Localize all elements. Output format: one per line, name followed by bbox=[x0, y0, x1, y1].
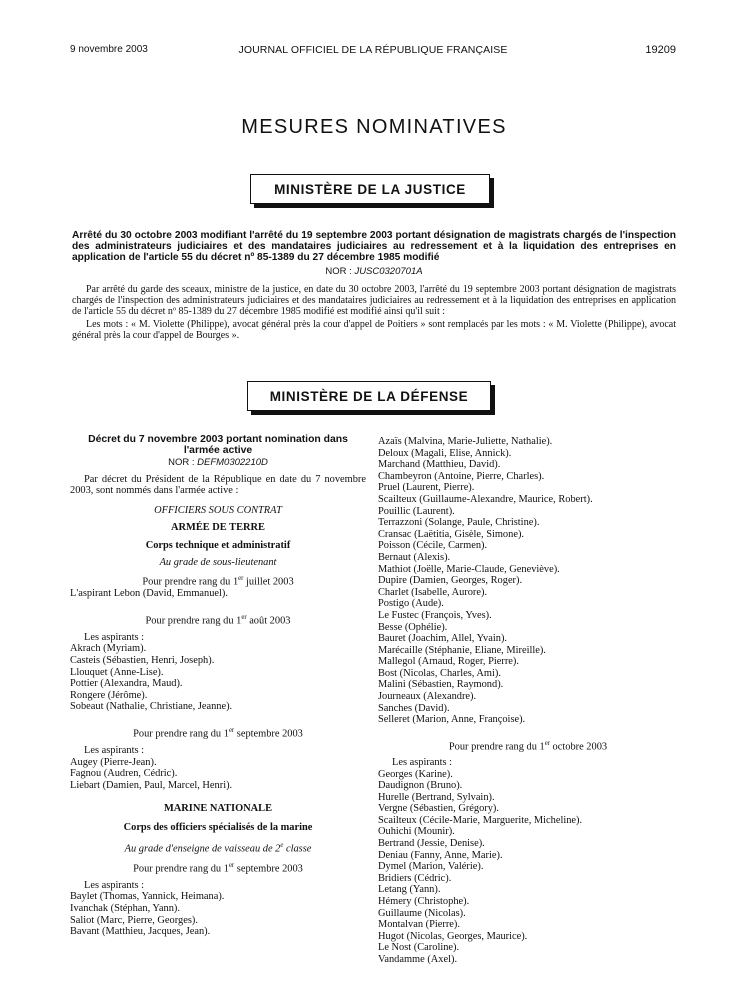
list-item: Marécaille (Stéphanie, Eliane, Mireille). bbox=[378, 644, 546, 656]
oct-list bbox=[378, 769, 678, 966]
rang-octobre: Pour prendre rang du 1er octobre 2003 bbox=[448, 739, 608, 753]
list-item: Journeaux (Alexandre). bbox=[378, 691, 477, 703]
arrete-paragraph-2: Les mots : « M. Violette (Philippe), avocat général près la cour d'appel de Poitiers » sont remplacés par les mots : « M. Violette (Philippe), avocat général près la cour d'appel de Bourges ». bbox=[72, 319, 676, 341]
list-item: Malini (Sébastien, Raymond). bbox=[378, 679, 504, 691]
section-corps-marine: Corps des officiers spécialisés de la marine bbox=[123, 822, 313, 834]
page-header bbox=[70, 44, 676, 64]
rang-septembre: Pour prendre rang du 1er septembre 2003 bbox=[133, 727, 303, 740]
nor-code: JUSC0320701A bbox=[354, 266, 423, 277]
list-item: Dymel (Marion, Valérie). bbox=[378, 861, 484, 873]
list-item: Akrach (Myriam). bbox=[70, 643, 147, 655]
list-item: Dupire (Damien, Georges, Roger). bbox=[378, 575, 523, 587]
list-item: Selleret (Marion, Anne, Françoise). bbox=[378, 714, 526, 726]
aout-list bbox=[70, 643, 366, 713]
left-column bbox=[70, 434, 366, 938]
list-item: Guillaume (Nicolas). bbox=[378, 907, 466, 919]
list-item: Vergne (Sébastien, Grégory). bbox=[378, 803, 499, 815]
list-item: Bridiers (Cédric). bbox=[378, 872, 452, 884]
list-item: Bavant (Matthieu, Jacques, Jean). bbox=[70, 926, 211, 938]
section-officiers: OFFICIERS SOUS CONTRAT bbox=[154, 504, 282, 516]
list-item: Mallegol (Arnaud, Roger, Pierre). bbox=[378, 656, 519, 668]
page-title: MESURES NOMINATIVES bbox=[241, 116, 507, 138]
list-item: Pottier (Alexandra, Maud). bbox=[70, 678, 183, 690]
list-item: Scailteux (Guillaume-Alexandre, Maurice, Robert). bbox=[378, 493, 593, 505]
list-item: Pouillic (Laurent). bbox=[378, 505, 455, 517]
list-item: Llouquet (Anne-Lise). bbox=[70, 666, 164, 678]
list-item: Le Fustec (François, Yves). bbox=[378, 609, 492, 621]
list-item: Pruel (Laurent, Pierre). bbox=[378, 482, 475, 494]
ministry-defense-heading: MINISTÈRE DE LA DÉFENSE bbox=[247, 381, 491, 411]
grade-enseigne: Au grade d'enseigne de vaisseau de 2e classe bbox=[124, 841, 312, 855]
list-item: Charlet (Isabelle, Aurore). bbox=[378, 586, 488, 598]
list-item: Augey (Pierre-Jean). bbox=[70, 756, 157, 768]
decret-title: Décret du 7 novembre 2003 portant nomination dans l'armée active bbox=[88, 434, 348, 456]
list-item: Montalvan (Pierre). bbox=[378, 919, 460, 931]
right-column bbox=[378, 436, 678, 966]
les-aspirants-label: Les aspirants : bbox=[84, 745, 145, 757]
list-item: Hémery (Christophe). bbox=[378, 896, 470, 908]
list-item: Chambeyron (Antoine, Pierre, Charles). bbox=[378, 470, 545, 482]
list-item: Besse (Ophélie). bbox=[378, 621, 448, 633]
aspirant-lebon: L'aspirant Lebon (David, Emmanuel). bbox=[70, 588, 228, 600]
list-item: Bost (Nicolas, Charles, Ami). bbox=[378, 667, 501, 679]
list-item: Saliot (Marc, Pierre, Georges). bbox=[70, 914, 198, 926]
list-item: Le Nost (Caroline). bbox=[378, 942, 460, 954]
sept-list bbox=[70, 757, 366, 792]
list-item: Marchand (Matthieu, David). bbox=[378, 459, 501, 471]
list-item: Cransac (Laëtitia, Gisèle, Simone). bbox=[378, 528, 524, 540]
section-corps-technique: Corps technique et administratif bbox=[145, 539, 291, 551]
list-item: Bauret (Joachim, Allel, Yvain). bbox=[378, 633, 507, 645]
les-aspirants-label: Les aspirants : bbox=[392, 756, 453, 768]
grade-sous-lieutenant: Au grade de sous-lieutenant bbox=[159, 556, 277, 568]
list-item: Mathiot (Joëlle, Marie-Claude, Geneviève). bbox=[378, 563, 560, 575]
list-item: Deloux (Magali, Elise, Annick). bbox=[378, 447, 512, 459]
les-aspirants-label: Les aspirants : bbox=[84, 631, 145, 643]
list-item: Fagnou (Audren, Cédric). bbox=[70, 768, 178, 780]
list-item: Liebart (Damien, Paul, Marcel, Henri). bbox=[70, 779, 233, 791]
section-armee-terre: ARMÉE DE TERRE bbox=[171, 522, 265, 534]
list-item: Ivanchak (Stéphan, Yann). bbox=[70, 902, 180, 914]
decret-intro: Par décret du Président de la République en date du 7 novembre 2003, sont nommés dans l'armée active : bbox=[70, 473, 366, 497]
list-item: Baylet (Thomas, Yannick, Heimana). bbox=[70, 891, 225, 903]
list-item: Casteis (Sébastien, Henri, Joseph). bbox=[70, 655, 215, 667]
list-item: Hurelle (Bertrand, Sylvain). bbox=[378, 791, 495, 803]
nor-label: NOR : bbox=[325, 266, 352, 277]
nor-justice bbox=[0, 266, 748, 277]
list-item: Vandamme (Axel). bbox=[378, 954, 458, 965]
list-item: Terrazzoni (Solange, Paule, Christine). bbox=[378, 517, 540, 529]
list-item: Daudignon (Bruno). bbox=[378, 780, 463, 792]
rang-septembre-marine: Pour prendre rang du 1er septembre 2003 bbox=[133, 861, 303, 875]
list-item: Bertrand (Jessie, Denise). bbox=[378, 838, 485, 850]
issue-date: 9 novembre 2003 bbox=[70, 44, 148, 55]
list-item: Hugot (Nicolas, Georges, Maurice). bbox=[378, 930, 528, 942]
rang-aout: Pour prendre rang du 1er août 2003 bbox=[145, 613, 291, 627]
list-item: Postigo (Aude). bbox=[378, 598, 444, 610]
journal-title: JOURNAL OFFICIEL DE LA RÉPUBLIQUE FRANÇAISE bbox=[238, 44, 508, 56]
list-item: Bernaut (Alexis). bbox=[378, 551, 451, 563]
list-item: Deniau (Fanny, Anne, Marie). bbox=[378, 849, 503, 861]
list-item: Poisson (Cécile, Carmen). bbox=[378, 540, 488, 552]
list-item: Scailteux (Cécile-Marie, Marguerite, Micheline). bbox=[378, 814, 583, 826]
continued-list bbox=[378, 436, 678, 726]
nor-defense bbox=[70, 457, 366, 469]
nor-code: DEFM0302210D bbox=[197, 457, 268, 468]
arrete-paragraph-1: Par arrêté du garde des sceaux, ministre de la justice, en date du 30 octobre 2003, l'arrêté du 19 septembre 2003 portant désignation de magistrats chargés de l'inspection des administrateurs judiciaires et des mandataires judiciaires au redressement et à la liquidation des entreprises en application de l'article 55 du décret nº 85-1389 du 27 décembre 1985 modifié est modifié ainsi qu'il suit : bbox=[72, 284, 676, 317]
page-number: 19209 bbox=[645, 44, 676, 56]
list-item: Georges (Karine). bbox=[378, 768, 453, 780]
arrete-title: Arrêté du 30 octobre 2003 modifiant l'arrêté du 19 septembre 2003 portant désignation de magistrats chargés de l'inspection des administrateurs judiciaires et des mandataires judiciaires au redressement et à la liquidation des entreprises en application de l'article 55 du décret nº 85-1389 du 27 décembre 1985 modifié bbox=[72, 230, 676, 263]
list-item: Azaïs (Malvina, Marie-Juliette, Nathalie). bbox=[378, 436, 553, 447]
les-aspirants-label: Les aspirants : bbox=[84, 879, 145, 891]
section-marine: MARINE NATIONALE bbox=[163, 803, 273, 815]
rang-juillet: Pour prendre rang du 1er juillet 2003 bbox=[142, 575, 294, 588]
list-item: Ouhichi (Mounir). bbox=[378, 826, 455, 838]
ministry-justice-heading: MINISTÈRE DE LA JUSTICE bbox=[250, 174, 490, 204]
list-item: Letang (Yann). bbox=[378, 884, 441, 896]
list-item: Sanches (David). bbox=[378, 702, 450, 714]
list-item: Rongere (Jérôme). bbox=[70, 689, 148, 701]
nor-label: NOR : bbox=[168, 457, 195, 468]
marine-list bbox=[70, 891, 366, 937]
list-item: Sobeaut (Nathalie, Christiane, Jeanne). bbox=[70, 701, 233, 713]
